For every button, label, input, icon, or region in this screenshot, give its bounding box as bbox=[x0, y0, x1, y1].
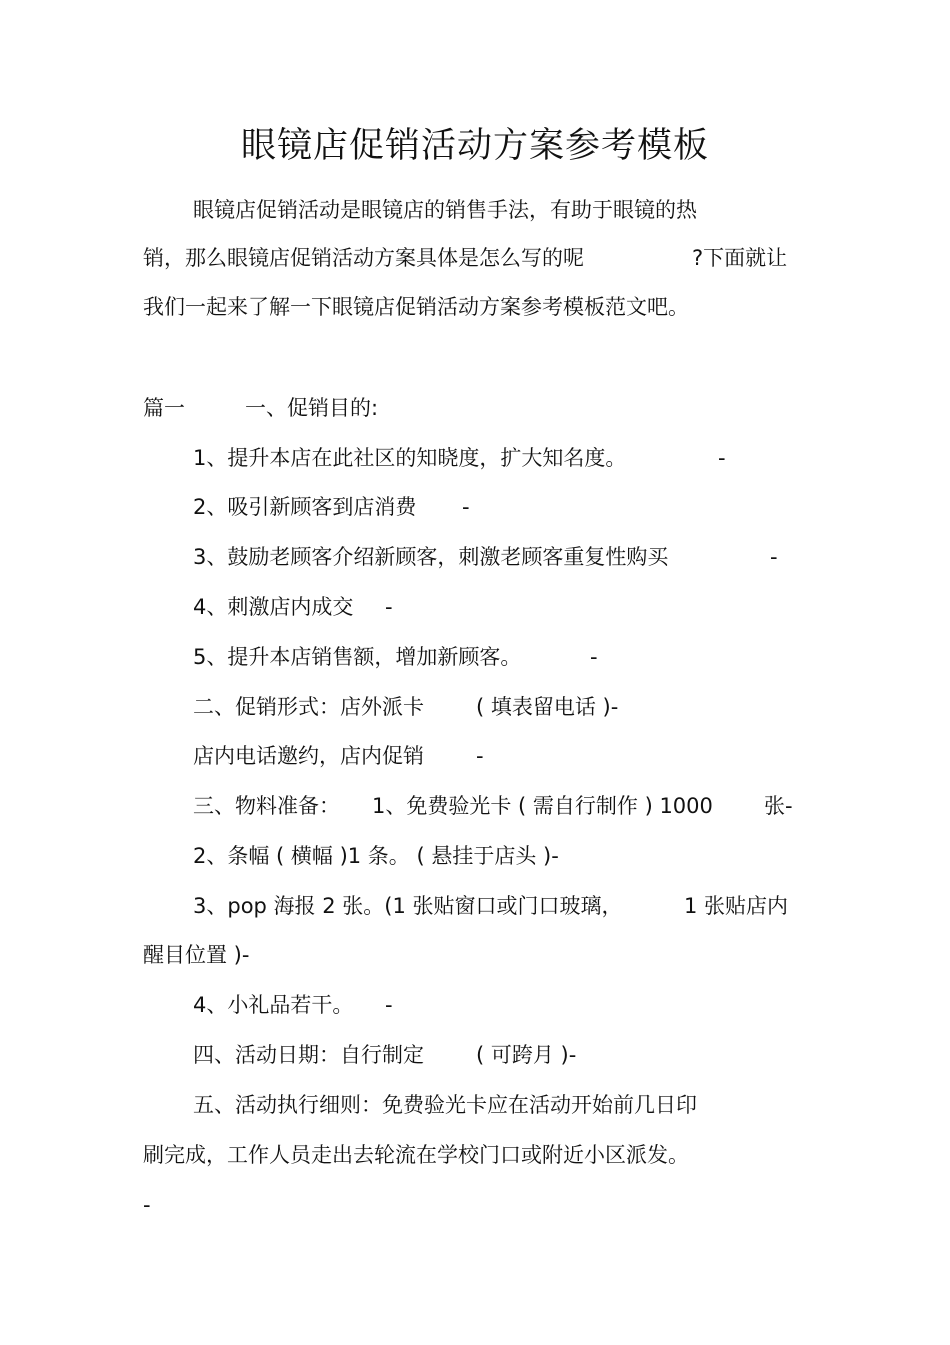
intro-line-1: 眼镜店促销活动是眼镜店的销售手法，有助于眼镜的热 bbox=[193, 198, 697, 222]
goal-2: 2、吸引新顾客到店消费 bbox=[193, 495, 417, 519]
form-line-2: 店内电话邀约，店内促销 bbox=[193, 744, 424, 768]
materials-item-1-unit: 张- bbox=[764, 794, 793, 818]
goal-5: 5、提升本店销售额，增加新顾客。 bbox=[193, 645, 522, 669]
date-label: 四、活动日期：自行制定 bbox=[193, 1043, 424, 1067]
goal-2-dash: - bbox=[462, 495, 470, 519]
goal-5-dash: - bbox=[590, 645, 598, 669]
materials-item-3-a: 3、pop 海报 2 张。(1 张贴窗口或门口玻璃， bbox=[193, 894, 623, 918]
materials-item-1: 1、免费验光卡 ( 需自行制作 ) 1000 bbox=[372, 794, 713, 818]
intro-line-2-tail: ?下面就让 bbox=[692, 246, 788, 270]
intro-line-2 bbox=[143, 243, 584, 273]
materials-item-4-dash: - bbox=[385, 993, 393, 1017]
form-line-2-dash: - bbox=[476, 744, 484, 768]
section-label: 篇一 bbox=[143, 396, 185, 420]
trailing-dash: - bbox=[143, 1193, 151, 1217]
goal-3: 3、鼓励老顾客介绍新顾客，刺激老顾客重复性购买 bbox=[193, 545, 669, 569]
document-title: 眼镜店促销活动方案参考模板 bbox=[240, 126, 709, 166]
rules-line-2: 刷完成，工作人员走出去轮流在学校门口或附近小区派发。 bbox=[143, 1143, 689, 1167]
form-paren: ( 填表留电话 )- bbox=[476, 695, 619, 719]
materials-item-3-b: 1 张贴店内 bbox=[684, 894, 789, 918]
section-heading: 一、促销目的: bbox=[245, 396, 379, 420]
date-paren: ( 可跨月 )- bbox=[476, 1043, 577, 1067]
materials-item-4: 4、小礼品若干。 bbox=[193, 993, 354, 1017]
goal-4: 4、刺激店内成交 bbox=[193, 595, 354, 619]
materials-label: 三、物料准备： bbox=[193, 794, 340, 818]
goal-1-dash: - bbox=[718, 446, 726, 470]
goal-4-dash: - bbox=[385, 595, 393, 619]
intro-line-2-text: 销，那么眼镜店促销活动方案具体是怎么写的呢 bbox=[143, 246, 584, 270]
materials-item-2: 2、条幅 ( 横幅 )1 条。 ( 悬挂于店头 )- bbox=[193, 844, 559, 868]
goal-3-dash: - bbox=[770, 545, 778, 569]
form-label: 二、促销形式：店外派卡 bbox=[193, 695, 424, 719]
goal-1: 1、提升本店在此社区的知晓度，扩大知名度。 bbox=[193, 446, 627, 470]
intro-line-3: 我们一起来了解一下眼镜店促销活动方案参考模板范文吧。 bbox=[143, 295, 689, 319]
rules-line-1: 五、活动执行细则：免费验光卡应在活动开始前几日印 bbox=[193, 1093, 697, 1117]
materials-item-3-c: 醒目位置 )- bbox=[143, 943, 250, 967]
